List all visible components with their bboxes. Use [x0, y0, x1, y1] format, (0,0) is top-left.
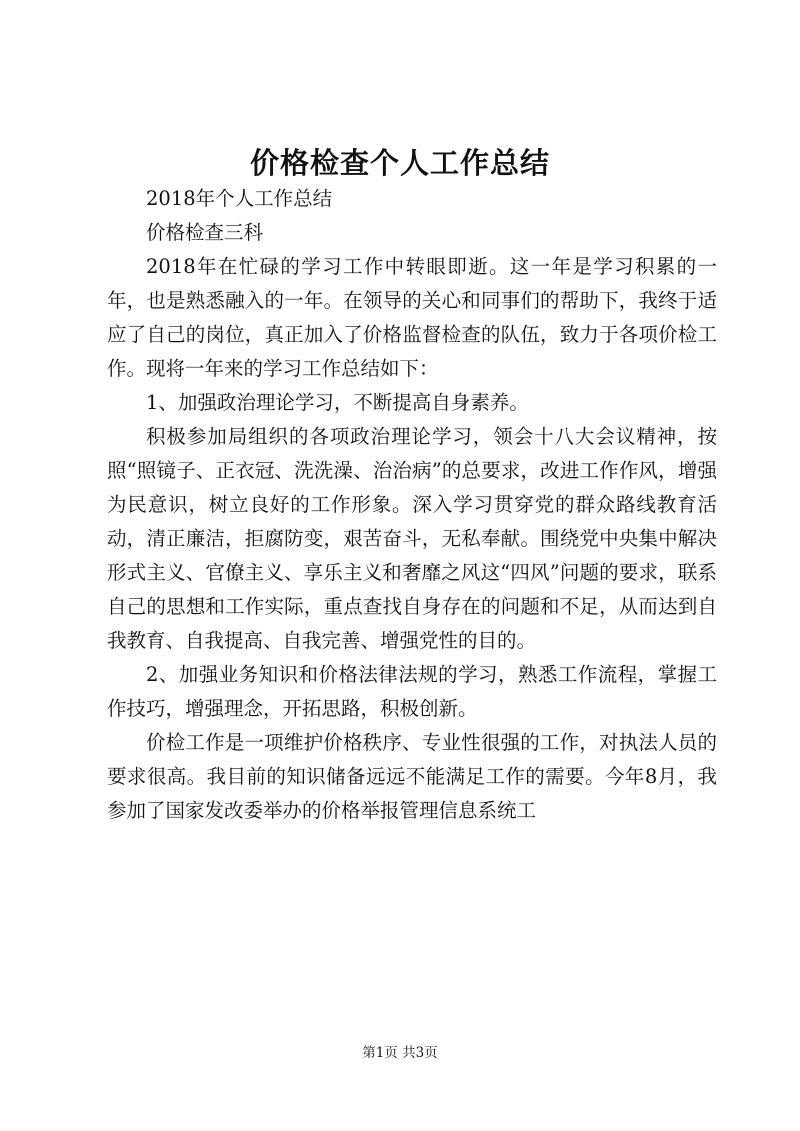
page-number-footer: 第1页 共3页	[362, 1045, 438, 1061]
paragraph-business: 价检工作是一项维护价格秩序、专业性很强的工作，对执法人员的要求很高。我目前的知识储备远远不能满足工作的需要。今年8月，我参加了国家发改委举办的价格举报管理信息系统工	[107, 731, 717, 822]
document-title: 价格检查个人工作总结	[249, 146, 550, 180]
document-body	[107, 182, 717, 828]
paragraph-department: 价格检查三科	[146, 221, 264, 244]
paragraph-heading-2: 2、加强业务知识和价格法律法规的学习，熟悉工作流程，掌握工作技巧，增强理念，开拓思路，积极创新。	[107, 663, 717, 720]
paragraph-politics: 积极参加局组织的各项政治理论学习，领会十八大会议精神，按照“照镜子、正衣冠、洗洗澡、治治病”的总要求，改进工作作风，增强为民意识，树立良好的工作形象。深入学习贯穿党的群众路线教育活动，清正廉洁，拒腐防变，艰苦奋斗，无私奉献。围绕党中央集中解决形式主义、官僚主义、享乐主义和奢靡之风这“四风”问题的要求，联系自己的思想和工作实际，重点查找自身存在的问题和不足，从而达到自我教育、自我提高、自我完善、增强党性的目的。	[107, 425, 717, 652]
paragraph-intro: 2018年在忙碌的学习工作中转眼即逝。这一年是学习积累的一年，也是熟悉融入的一年。在领导的关心和同事们的帮助下，我终于适应了自己的岗位，真正加入了价格监督检查的队伍，致力于各项价检工作。现将一年来的学习工作总结如下：	[107, 255, 717, 380]
paragraph-heading-1: 1、加强政治理论学习，不断提高自身素养。	[146, 391, 529, 414]
paragraph-subtitle-year: 2018年个人工作总结	[146, 187, 333, 210]
